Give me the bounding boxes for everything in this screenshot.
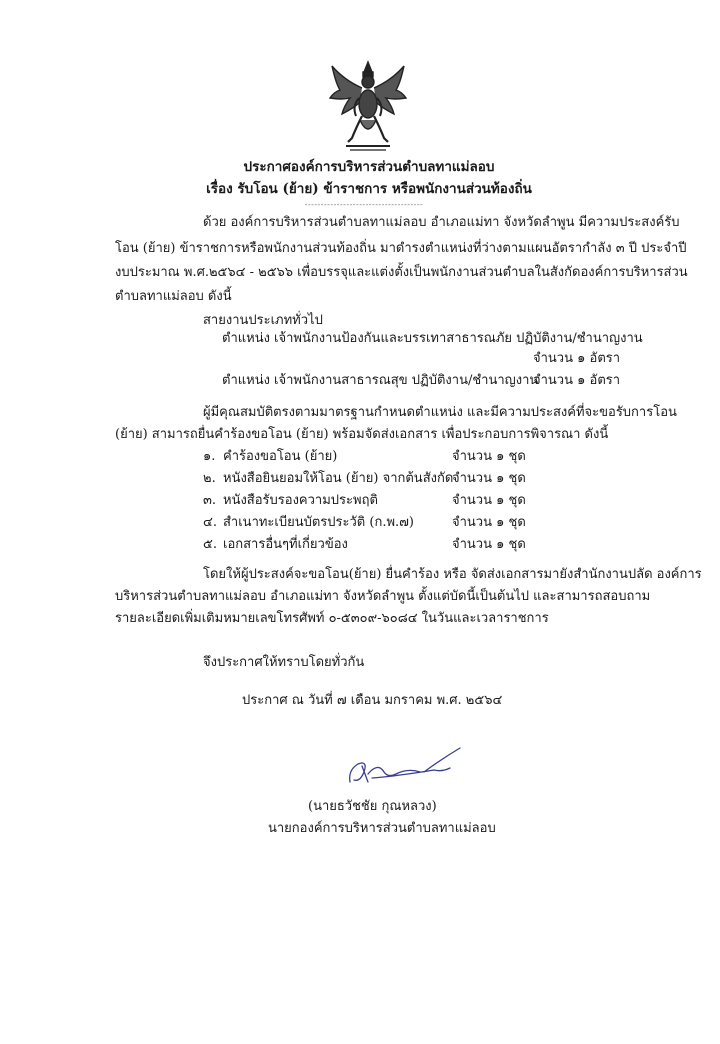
position-1-count: จำนวน ๑ อัตรา	[533, 351, 621, 366]
intro-line-4: ตำบลทาแม่ลอบ ดังนี้	[115, 289, 232, 304]
position-2: ตำแหน่ง เจ้าพนักงานสาธารณสุข ปฏิบัติงาน/ชำนาญงาน	[222, 373, 539, 388]
list-item-number: ๑.	[203, 449, 216, 464]
list-item	[203, 448, 337, 466]
list-item-label: เอกสารอื่นๆที่เกี่ยวข้อง	[223, 537, 348, 552]
announcement-title: ประกาศองค์การบริหารส่วนตำบลทาแม่ลอบ	[243, 159, 495, 175]
list-item-number: ๕.	[203, 537, 217, 552]
list-item-number: ๒.	[203, 471, 216, 486]
list-item-number: ๔.	[203, 515, 217, 530]
announcement-subject: เรื่อง รับโอน (ย้าย) ข้าราชการ หรือพนักงานส่วนท้องถิ่น	[206, 181, 532, 197]
qualification-line-1: ผู้มีคุณสมบัติตรงตามมาตรฐานกำหนดตำแหน่ง และมีความประสงค์ที่จะขอรับการโอน	[203, 405, 677, 420]
submission-line-1: โดยให้ผู้ประสงค์จะขอโอน(ย้าย) ยื่นคำร้อง หรือ จัดส่งเอกสารมายังสำนักงานปลัด องค์การ	[203, 567, 702, 582]
list-item	[203, 514, 414, 532]
submission-line-3: รายละเอียดเพิ่มเติมหมายเลขโทรศัพท์ ๐-๕๓๐๙-๖๐๘๔ ในวันและเวลาราชการ	[115, 611, 549, 626]
intro-line-2: โอน (ย้าย) ข้าราชการหรือพนักงานส่วนท้องถิ่น มาดำรงตำแหน่งที่ว่างตามแผนอัตรากำลัง ๓ ปี ประจำปี	[115, 241, 687, 256]
closing-announcement: จึงประกาศให้ทราบโดยทั่วกัน	[203, 655, 365, 670]
list-item-count: จำนวน ๑ ชุด	[452, 471, 526, 486]
garuda-emblem	[326, 58, 410, 154]
qualification-line-2: (ย้าย) สามารถยื่นคำร้องขอโอน (ย้าย) พร้อมจัดส่งเอกสาร เพื่อประกอบการพิจารณา ดังนี้	[115, 427, 609, 442]
list-item-label: คำร้องขอโอน (ย้าย)	[223, 449, 338, 464]
signatory-title: นายกองค์การบริหารส่วนตำบลทาแม่ลอบ	[268, 821, 496, 836]
header-divider: -------------------------------------	[304, 200, 424, 209]
position-category: สายงานประเภททั่วไป	[203, 313, 323, 328]
list-item	[203, 470, 453, 488]
list-item-count: จำนวน ๑ ชุด	[452, 449, 526, 464]
intro-line-3: งบประมาณ พ.ศ.๒๕๖๔ - ๒๕๖๖ เพื่อบรรจุและแต่งตั้งเป็นพนักงานส่วนตำบลในสังกัดองค์การบริหารส่วน	[115, 265, 688, 280]
list-item	[203, 536, 348, 554]
list-item-count: จำนวน ๑ ชุด	[452, 493, 526, 508]
list-item-label: หนังสือยินยอมให้โอน (ย้าย) จากต้นสังกัด	[223, 471, 454, 486]
announcement-date: ประกาศ ณ วันที่ ๗ เดือน มกราคม พ.ศ. ๒๕๖๔	[242, 693, 503, 708]
signatory-name: (นายธวัชชัย กุณหลวง)	[308, 799, 437, 814]
intro-line-1: ด้วย องค์การบริหารส่วนตำบลทาแม่ลอบ อำเภอแม่ทา จังหวัดลำพูน มีความประสงค์รับ	[203, 215, 680, 230]
list-item-count: จำนวน ๑ ชุด	[452, 537, 526, 552]
list-item-count: จำนวน ๑ ชุด	[452, 515, 526, 530]
handwritten-signature	[338, 742, 468, 790]
list-item	[203, 492, 378, 510]
position-2-count: จำนวน ๑ อัตรา	[533, 373, 621, 388]
list-item-label: สำเนาทะเบียนบัตรประวัติ (ก.พ.๗)	[223, 515, 415, 530]
list-item-label: หนังสือรับรองความประพฤติ	[223, 493, 378, 508]
list-item-number: ๓.	[203, 493, 217, 508]
submission-line-2: บริหารส่วนตำบลทาแม่ลอบ อำเภอแม่ทา จังหวัดลำพูน ตั้งแต่บัดนี้เป็นต้นไป และสามารถสอบถาม	[115, 589, 651, 604]
position-1: ตำแหน่ง เจ้าพนักงานป้องกันและบรรเทาสาธารณภัย ปฏิบัติงาน/ชำนาญงาน	[222, 331, 643, 346]
